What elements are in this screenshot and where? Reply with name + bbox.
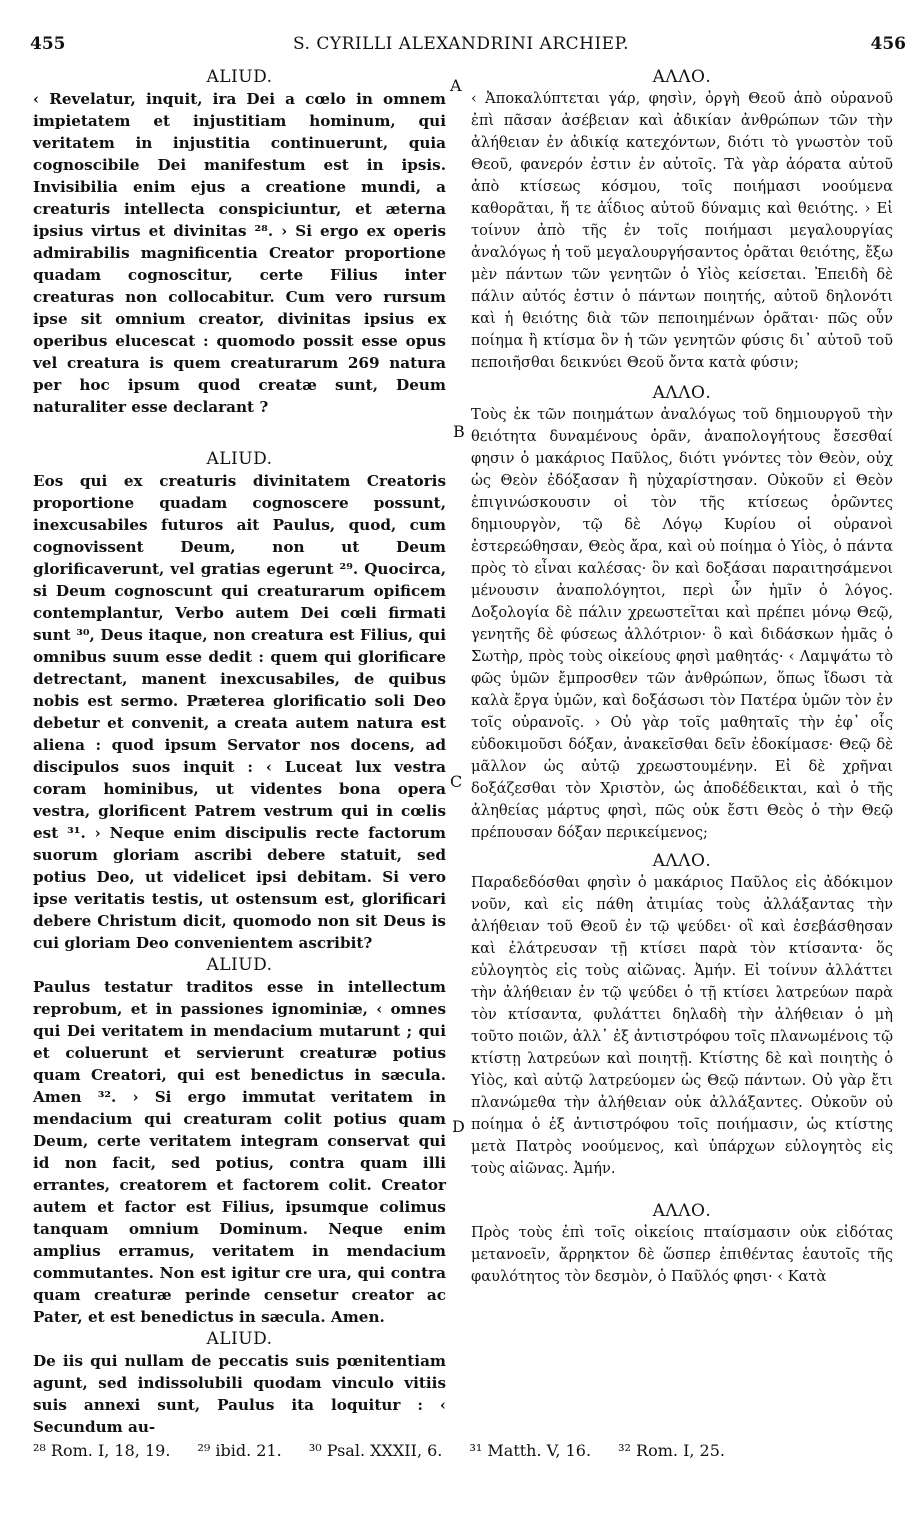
footnote: ³² Rom. I, 25. <box>618 1441 725 1460</box>
margin-marker-b: B <box>453 422 465 441</box>
section-text: Τοὺς ἐκ τῶν ποιημάτων ἀναλόγως τοῦ δημιουργοῦ τὴν θειότητα δυναμένους ὁρᾶν, ἀναπολογήτους ἔσεσθαί φησιν ὁ μακάριος Παῦλος, διότι γνόντες τὸν Θεὸν, οὐχ ὡς Θεὸν ἐδόξασαν ἢ ηὐχαρίστησαν. Οὐκοῦν εἰ Θεὸν ἐπιγινώσκουσιν οἱ τὸν τῆς κτίσεως ὁρῶντες δημιουργὸν, τῷ δὲ Λόγῳ Κυρίου οἱ οὐρανοὶ ἐστερεώθησαν, Θεὸς ἄρα, καὶ οὐ ποίημα ὁ Υἱὸς, ὁ πάντα πρὸς τὸ εἶναι καλέσας· ὃν καὶ δοξάσαι παραιτησάμενοι μένουσιν ἀναπολόγητοι, περὶ ὧν ἡμῖν ὁ λόγος. Δοξολογία δὲ πάλιν χρεωστεῖται καὶ πρέπει μόνῳ Θεῷ, γενητῆς δὲ φύσεως ἀλλότριον· ὃ καὶ διδάσκων ἡμᾶς ὁ Σωτὴρ, πρὸς τοὺς οἰκείους φησὶ μαθητάς· ‹ Λαμψάτω τὸ φῶς ὑμῶν ἔμπροσθεν τῶν ἀνθρώπων, ὅπως ἴδωσι τὰ καλὰ ἔργα ὑμῶν, καὶ δοξάσωσι τὸν Πατέρα ὑμῶν τὸν ἐν τοῖς οὐρανοῖς. › Οὐ γὰρ τοῖς μαθηταῖς τὴν ἐφ᾽ οἷς εὐδοκιμοῦσι δόξαν, ἀνακεῖσθαι δεῖν ἐδοκίμασε· Θεῷ δὲ μᾶλλον ὡς αὐτῷ χρεωστουμένην. Εἰ δὲ χρῆναι δοξάζεσθαι τὸν Χριστὸν, ὡς ἀποδέδεικται, καὶ ὁ τῆς ἀληθείας μάρτυς φησὶ, πῶς οὐκ ἔστι Θεὸς ὁ τὴν Θεῷ πρέπουσαν δόξαν περικείμενος; <box>471 406 893 841</box>
page-header <box>0 34 922 58</box>
margin-marker-c: C <box>450 772 463 791</box>
greek-section <box>471 850 893 1180</box>
greek-section <box>471 66 893 374</box>
section-text: ‹ Revelatur, inquit, ira Dei a cœlo in omnem impietatem et injustitiam hominum, qui veritatem in injustitia continuerunt, quia cognoscibile Dei manifestum est in ipsis. Invisibilia enim ejus a creatione mundi, a creaturis intellecta conspiciuntur, et æterna ipsius virtus et divinitas ²⁸. › Si ergo ex operis admirabilis magnificentia Creator proportione quadam cognoscitur, certe Filius inter creaturas non collocabitur. Cum vero rursum ipse sit omnium creator, divinitas ipsius ex operibus elucescat : quomodo possit esse opus vel creatura is quem creaturarum 269 natura per hoc ipsum quod creatæ sunt, Deum naturaliter esse declarant ? <box>33 90 446 416</box>
greek-section <box>471 1200 893 1288</box>
latin-section <box>33 1328 446 1438</box>
latin-section <box>33 448 446 954</box>
margin-marker-d: D <box>452 1117 465 1136</box>
footnote: ³¹ Matth. V, 16. <box>469 1441 592 1460</box>
section-text: Πρὸς τοὺς ἐπὶ τοῖς οἰκείοις πταίσμασιν οὐκ εἰδότας μετανοεῖν, ἄρρηκτον δὲ ὥσπερ ἐπιθέντας ἑαυτοῖς τῆς φαυλότητος τὸν δεσμὸν, ὁ Παῦλός φησι· ‹ Κατὰ <box>471 1224 893 1285</box>
latin-column <box>33 66 446 1438</box>
running-title: S. CYRILLI ALEXANDRINI ARCHIEP. <box>293 34 629 54</box>
section-heading: ΑΛΛΟ. <box>652 67 712 87</box>
latin-section <box>33 66 446 418</box>
section-text: Παραδεδόσθαι φησὶν ὁ μακάριος Παῦλος εἰς ἀδόκιμον νοῦν, καὶ εἰς πάθη ἀτιμίας τοὺς ἀλλάξαντας τὴν ἀλήθειαν τοῦ Θεοῦ ἐν τῷ ψεύδει· οἳ καὶ ἐσεβάσθησαν καὶ ἐλάτρευσαν τῇ κτίσει παρὰ τὸν κτίσαντα· ὅς εὐλογητὸς εἰς τοὺς αἰῶνας. Ἀμήν. Εἰ τοίνυν ἀλλάττει τὴν ἀλήθειαν ἐν τῷ ψεύδει ὁ τῇ κτίσει λατρεύων παρὰ τὸν κτίσαντα, φυλάττει δηλαδὴ τὴν ἀλήθειαν ὁ μὴ τοῦτο ποιῶν, ἀλλ᾽ ἐξ ἀντιστρόφου τοῖς πλανωμένοις τῷ κτίστῃ λατρεύων καὶ ποιητῇ. Κτίστης δὲ καὶ ποιητὴς ὁ Υἱὸς, καὶ αὐτῷ λατρεύομεν ὡς Θεῷ πάντων. Οὐ γὰρ ἔτι πλανώμεθα τὴν ἀλήθειαν οὐκ ἀλλάξαντες. Οὐκοῦν οὐ ποίημα ὁ ἐξ ἀντιστρόφου τοῖς ποιήμασιν, ὡς κτίστης μετὰ Πατρὸς νοούμενος, καὶ ὑπάρχων εὐλογητὸς εἰς τοὺς αἰῶνας. Ἀμήν. <box>471 874 893 1177</box>
section-heading: ALIUD. <box>206 67 273 87</box>
section-heading: ALIUD. <box>206 449 273 469</box>
section-text: Eos qui ex creaturis divinitatem Creatoris proportione quadam cognoscere possunt, inexcusabiles futuros ait Paulus, quod, cum cognovissent Deum, non ut Deum glorificaverunt, vel gratias egerunt ²⁹. Quocirca, si Deum cognoscunt qui creaturarum opificem contemplantur, Verbo autem Dei cœli firmati sunt ³⁰, Deus itaque, non creatura est Filius, qui omnibus suum esse dedit : quem qui glorificare detrectant, manent inexcusabiles, de quibus nobis est sermo. Præterea glorificatio soli Deo debetur et convenit, a creata autem natura est aliena : quod ipsum Servator nos docens, ad discipulos suos inquit : ‹ Luceat lux vestra coram hominibus, ut videntes bona opera vestra, glorificent Patrem vestrum qui in cœlis est ³¹. › Neque enim discipulis recte factorum suorum gloriam ascribi debere statuit, sed potius Deo, ut videlicet ipsi debitam. Si vero ipse veritatis testis, ut ostensum est, glorificari debere Christum dicit, quomodo non sit Deus is cui gloriam Deo convenientem ascribit? <box>33 472 446 952</box>
section-heading: ΑΛΛΟ. <box>652 851 712 871</box>
greek-column <box>471 66 893 1288</box>
page-number-right: 456 <box>870 34 906 54</box>
margin-marker-a: A <box>450 76 462 95</box>
greek-section <box>471 382 893 844</box>
page-number-left: 455 <box>30 34 66 54</box>
section-heading: ALIUD. <box>206 955 273 975</box>
footnotes <box>33 1440 903 1462</box>
section-text: De iis qui nullam de peccatis suis pœnitentiam agunt, sed indissolubili quodam vinculo vitiis suis annexi sunt, Paulus ita loquitur : ‹ Secundum au- <box>33 1352 446 1436</box>
section-heading: ALIUD. <box>206 1329 273 1349</box>
section-text: Paulus testatur traditos esse in intellectum reprobum, et in passiones ignominiæ, ‹ omnes qui Dei veritatem in mendacium mutarunt ; qui et coluerunt et servierunt creaturæ potius quam Creatori, qui est benedictus in sæcula. Amen ³². › Si ergo immutat veritatem in mendacium qui creaturam colit potius quam Deum, certe veritatem integram conservat qui id non facit, sed potius, contra quam illi errantes, creatorem et factorem colit. Creator autem et factor est Filius, ipsumque colimus tanquam omnium Dominum. Neque enim amplius erramus, veritatem in mendacium commutantes. Non est igitur cre ura, qui contra quam creaturæ perinde censetur creator ac Pater, et est benedictus in sæcula. Amen. <box>33 978 446 1326</box>
section-heading: ΑΛΛΟ. <box>652 383 712 403</box>
footnote: ³⁰ Psal. XXXII, 6. <box>308 1441 443 1460</box>
footnote: ²⁸ Rom. I, 18, 19. <box>33 1441 171 1460</box>
latin-section <box>33 954 446 1328</box>
section-text: ‹ Ἀποκαλύπτεται γάρ, φησὶν, ὀργὴ Θεοῦ ἀπὸ οὐρανοῦ ἐπὶ πᾶσαν ἀσέβειαν καὶ ἀδικίαν ἀνθρώπων τῶν τὴν ἀλήθειαν ἐν ἀδικίᾳ κατεχόντων, διότι τὸ γνωστὸν τοῦ Θεοῦ, φανερόν ἐστιν ἐν αὐτοῖς. Τὰ γὰρ ἀόρατα αὐτοῦ ἀπὸ κτίσεως κόσμου, τοῖς ποιήμασι νοούμενα καθορᾶται, ἥ τε ἀΐδιος αὐτοῦ δύναμις καὶ θειότης. › Εἰ τοίνυν ἀπὸ τῆς ἐν τοῖς ποιήμασι μεγαλουργίας ἀναλόγως ἡ τοῦ μεγαλουργήσαντος ὁρᾶται θειότης, ἔξω μὲν πάντων τῶν γενητῶν ὁ Υἱὸς κείσεται. Ἐπειδὴ δὲ πάλιν αὐτός ἐστιν ὁ πάντων ποιητής, αὐτοῦ δηλονότι καὶ ἡ θειότης διὰ τῶν πεποιημένων ὁρᾶται· πῶς οὖν ποίημα ἢ κτίσμα ὃν ἡ τῶν γενητῶν φύσις δι᾽ αὐτοῦ τοῦ πεποιῆσθαι δεικνύει Θεοῦ ὄντα κατὰ φύσιν; <box>471 90 893 371</box>
footnote: ²⁹ ibid. 21. <box>197 1441 282 1460</box>
section-heading: ΑΛΛΟ. <box>652 1201 712 1221</box>
